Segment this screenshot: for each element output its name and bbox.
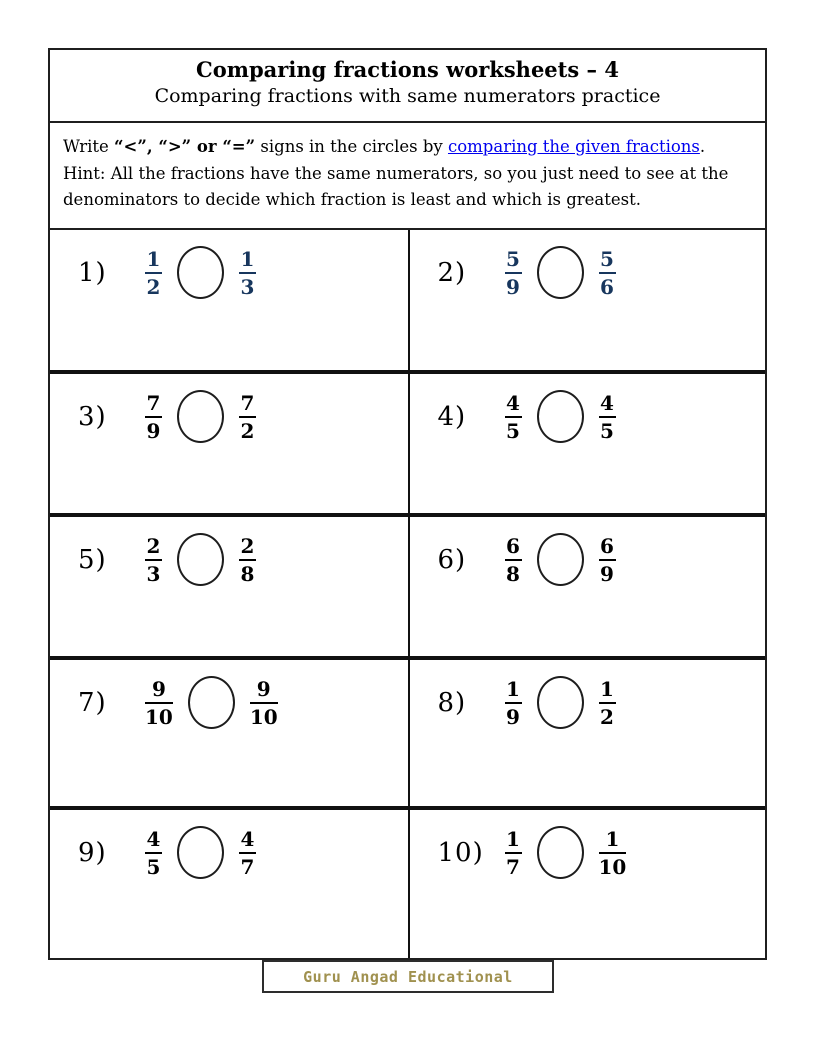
fraction-left-numerator: 4 bbox=[506, 390, 520, 415]
instructions-hint: Hint: All the fractions have the same numerators, so you just need to see at the denominators to decide which fraction is least and which is greatest. bbox=[63, 163, 729, 210]
fraction-bar bbox=[505, 702, 522, 704]
fraction-left-denominator: 3 bbox=[146, 561, 161, 586]
problem-cell bbox=[408, 230, 766, 370]
fraction-left-numerator: 5 bbox=[506, 246, 520, 271]
instructions-middle: signs in the circles by bbox=[255, 137, 448, 156]
fraction-left-numerator: 4 bbox=[146, 826, 161, 851]
fraction-left bbox=[143, 535, 164, 585]
fraction-left-numerator: 7 bbox=[146, 390, 161, 415]
fraction-bar bbox=[145, 559, 162, 561]
fraction-bar bbox=[599, 416, 616, 418]
problem-cell bbox=[50, 370, 408, 513]
brand-box bbox=[262, 960, 554, 993]
fraction-left-denominator: 7 bbox=[506, 854, 520, 879]
problem-row bbox=[78, 390, 408, 443]
answer-circle[interactable] bbox=[537, 533, 584, 586]
problem-number: 5) bbox=[78, 544, 107, 575]
fraction-right-numerator: 7 bbox=[240, 390, 255, 415]
fraction-left bbox=[143, 248, 164, 298]
problem-cell bbox=[50, 230, 408, 370]
fraction-right-denominator: 8 bbox=[240, 561, 255, 586]
fraction-bar bbox=[250, 702, 278, 704]
problem-cell bbox=[50, 656, 408, 806]
fraction-right-denominator: 2 bbox=[600, 704, 614, 729]
fraction-bar bbox=[599, 272, 616, 274]
fraction-right-numerator: 5 bbox=[600, 246, 614, 271]
fraction-left bbox=[143, 828, 164, 878]
fraction-right bbox=[237, 828, 258, 878]
fraction-right-numerator: 2 bbox=[240, 533, 255, 558]
fraction-right-denominator: 10 bbox=[249, 704, 278, 729]
problem-cell bbox=[50, 513, 408, 656]
page-subtitle: Comparing fractions with same numerators practice bbox=[154, 85, 661, 108]
fraction-left-denominator: 8 bbox=[506, 561, 520, 586]
fraction-left bbox=[503, 392, 524, 442]
problem-row bbox=[438, 246, 766, 299]
problem-row bbox=[438, 676, 766, 729]
fraction-left bbox=[503, 678, 524, 728]
problem-row bbox=[438, 390, 766, 443]
fraction-left-denominator: 5 bbox=[146, 854, 161, 879]
problem-number: 2) bbox=[437, 257, 467, 288]
problem-cell bbox=[408, 656, 766, 806]
answer-circle[interactable] bbox=[177, 826, 224, 879]
title-box bbox=[48, 48, 767, 123]
fraction-left-numerator: 2 bbox=[146, 533, 161, 558]
fraction-left-denominator: 5 bbox=[506, 418, 520, 443]
fraction-bar bbox=[239, 559, 256, 561]
problem-number: 10) bbox=[437, 837, 484, 868]
problem-number: 7) bbox=[78, 687, 107, 718]
problem-number: 1) bbox=[78, 257, 107, 288]
fraction-right bbox=[237, 392, 258, 442]
problem-row bbox=[78, 826, 408, 879]
fraction-right bbox=[597, 828, 629, 878]
fraction-bar bbox=[599, 559, 616, 561]
fraction-right-numerator: 6 bbox=[600, 533, 614, 558]
answer-circle[interactable] bbox=[537, 676, 584, 729]
problem-cell bbox=[408, 513, 766, 656]
fraction-right-denominator: 6 bbox=[600, 274, 614, 299]
answer-circle[interactable] bbox=[537, 390, 584, 443]
fraction-right-denominator: 10 bbox=[598, 854, 627, 879]
fraction-right-denominator: 9 bbox=[600, 561, 614, 586]
fraction-bar bbox=[239, 272, 256, 274]
problem-number: 3) bbox=[78, 401, 107, 432]
fraction-left-numerator: 9 bbox=[151, 676, 166, 701]
fraction-right bbox=[237, 535, 258, 585]
fraction-bar bbox=[145, 702, 173, 704]
comparing-fractions-link[interactable]: comparing the given fractions bbox=[447, 137, 700, 156]
fraction-right bbox=[237, 248, 258, 298]
brand-label: Guru Angad Educational bbox=[303, 967, 513, 986]
fraction-left-numerator: 1 bbox=[506, 676, 520, 701]
fraction-bar bbox=[145, 416, 162, 418]
problem-number: 6) bbox=[437, 544, 467, 575]
fraction-left-denominator: 9 bbox=[146, 418, 161, 443]
problem-number: 4) bbox=[437, 401, 467, 432]
fraction-right-denominator: 7 bbox=[240, 854, 255, 879]
instructions-prefix: Write bbox=[63, 137, 115, 156]
fraction-right-numerator: 9 bbox=[256, 676, 271, 701]
problem-row bbox=[438, 826, 766, 879]
fraction-bar bbox=[505, 852, 522, 854]
answer-circle[interactable] bbox=[188, 676, 235, 729]
fraction-right-numerator: 1 bbox=[240, 246, 255, 271]
fraction-bar bbox=[239, 416, 256, 418]
fraction-left-numerator: 6 bbox=[506, 533, 520, 558]
fraction-right bbox=[597, 392, 618, 442]
answer-circle[interactable] bbox=[537, 826, 584, 879]
fraction-right-denominator: 3 bbox=[240, 274, 255, 299]
fraction-right bbox=[597, 535, 618, 585]
problem-row bbox=[78, 533, 408, 586]
fraction-left-denominator: 10 bbox=[145, 704, 173, 729]
fraction-right-numerator: 4 bbox=[600, 390, 614, 415]
fraction-left bbox=[143, 392, 164, 442]
fraction-bar bbox=[599, 852, 627, 854]
answer-circle[interactable] bbox=[177, 533, 224, 586]
fraction-left bbox=[503, 535, 524, 585]
answer-circle[interactable] bbox=[537, 246, 584, 299]
fraction-bar bbox=[599, 702, 616, 704]
fraction-right bbox=[597, 678, 618, 728]
fraction-right bbox=[597, 248, 618, 298]
fraction-left bbox=[503, 248, 524, 298]
problem-row bbox=[78, 246, 408, 299]
fraction-left-numerator: 1 bbox=[506, 826, 520, 851]
fraction-bar bbox=[505, 416, 522, 418]
fraction-left-denominator: 2 bbox=[146, 274, 161, 299]
fraction-right-denominator: 5 bbox=[600, 418, 614, 443]
fraction-left-numerator: 1 bbox=[146, 246, 161, 271]
fraction-bar bbox=[145, 852, 162, 854]
problem-number: 9) bbox=[78, 837, 107, 868]
fraction-right-denominator: 2 bbox=[240, 418, 255, 443]
problem-cell bbox=[408, 806, 766, 958]
problem-cell bbox=[408, 370, 766, 513]
fraction-left-denominator: 9 bbox=[506, 704, 520, 729]
worksheet bbox=[48, 48, 767, 960]
fraction-left-denominator: 9 bbox=[506, 274, 520, 299]
fraction-bar bbox=[239, 852, 256, 854]
instructions-box bbox=[48, 123, 767, 230]
answer-circle[interactable] bbox=[177, 246, 224, 299]
problem-row bbox=[78, 676, 408, 729]
problems-grid bbox=[48, 230, 767, 960]
fraction-left bbox=[503, 828, 524, 878]
problem-row bbox=[438, 533, 766, 586]
instructions-suffix: . bbox=[699, 137, 706, 156]
problem-number: 8) bbox=[437, 687, 467, 718]
fraction-right bbox=[248, 678, 280, 728]
fraction-right-numerator: 1 bbox=[605, 826, 620, 851]
answer-circle[interactable] bbox=[177, 390, 224, 443]
fraction-right-numerator: 1 bbox=[600, 676, 614, 701]
fraction-bar bbox=[505, 272, 522, 274]
fraction-bar bbox=[145, 272, 162, 274]
fraction-right-numerator: 4 bbox=[240, 826, 255, 851]
instructions-signs: “<”, “>” or “=” bbox=[114, 137, 256, 156]
fraction-bar bbox=[505, 559, 522, 561]
fraction-left bbox=[143, 678, 175, 728]
page-title: Comparing fractions worksheets – 4 bbox=[196, 57, 619, 82]
problem-cell bbox=[50, 806, 408, 958]
